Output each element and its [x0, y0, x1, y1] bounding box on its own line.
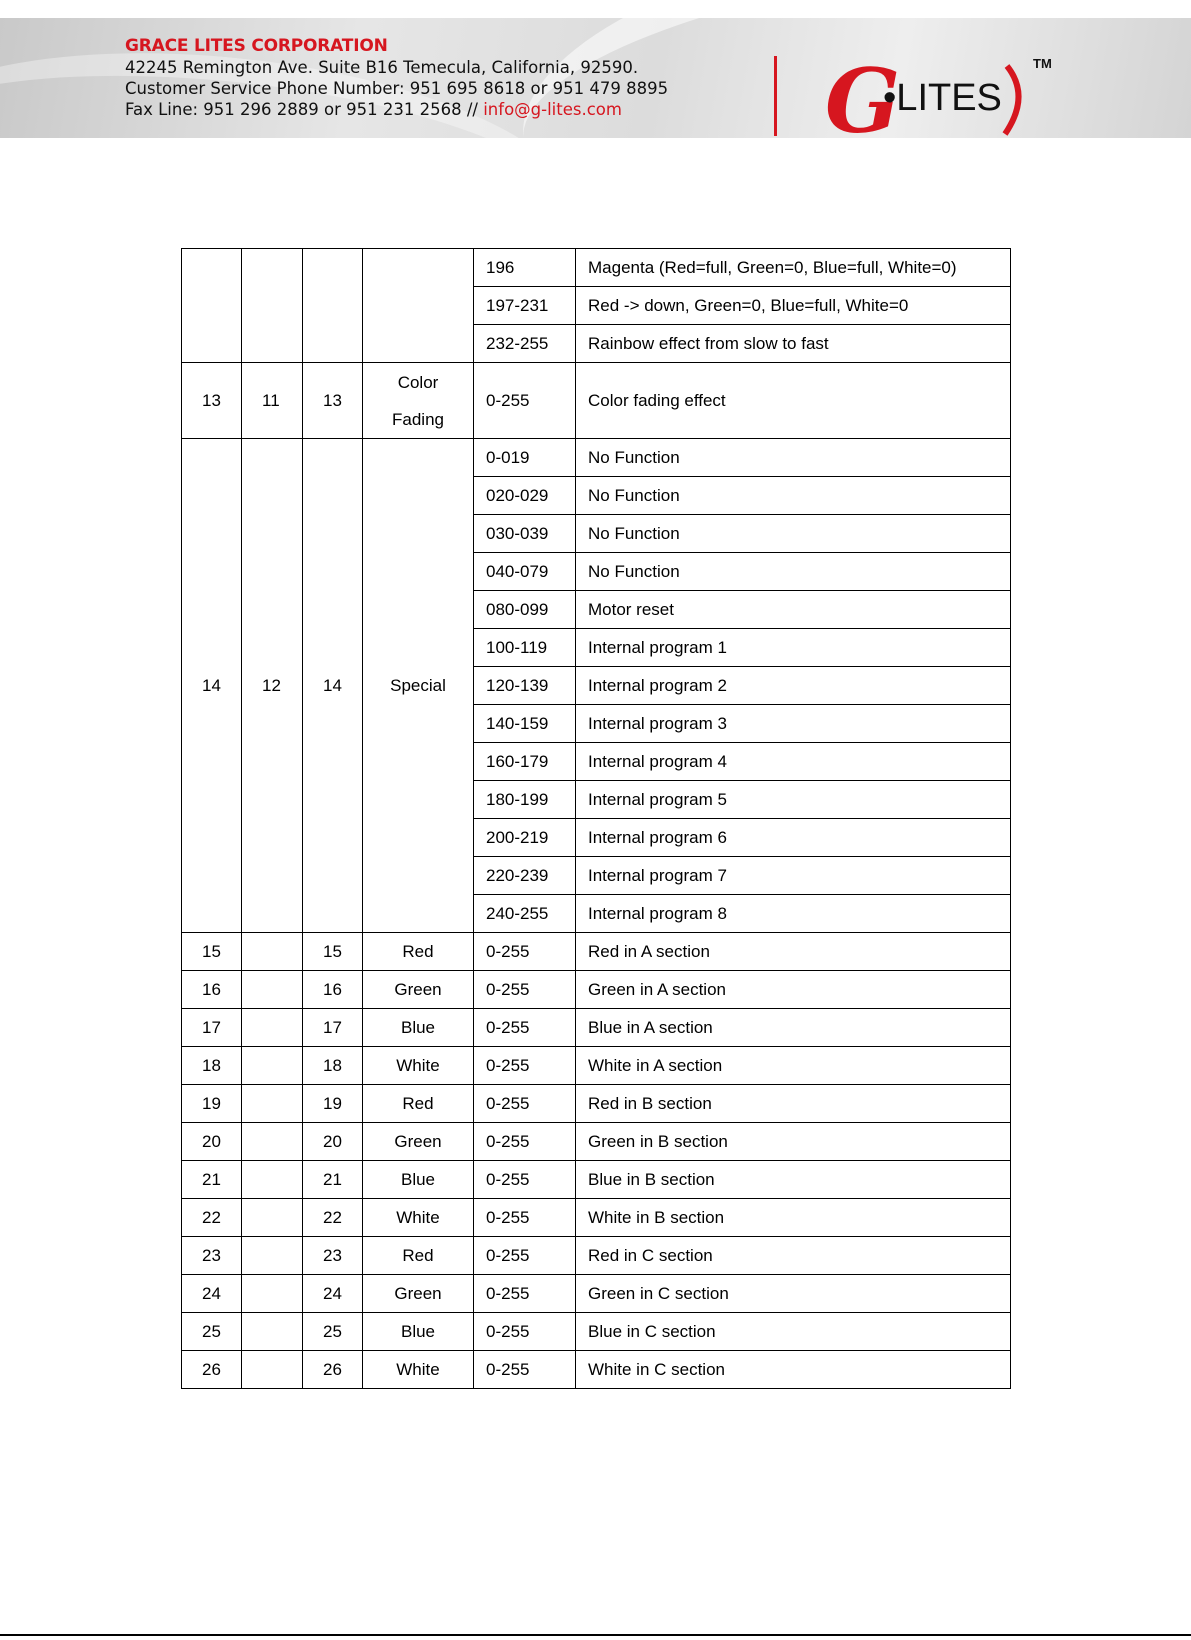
description-cell: Color fading effect	[576, 363, 1011, 439]
channel-cell: 23	[303, 1237, 363, 1275]
channel-cell: 16	[182, 971, 242, 1009]
value-cell: 0-255	[474, 1161, 576, 1199]
channel-cell: 25	[182, 1313, 242, 1351]
description-cell: Green in C section	[576, 1275, 1011, 1313]
function-cell: Special	[363, 439, 474, 933]
channel-cell: 25	[303, 1313, 363, 1351]
description-cell: Magenta (Red=full, Green=0, Blue=full, White=0)	[576, 249, 1011, 287]
value-cell: 0-255	[474, 1047, 576, 1085]
channel-cell: 23	[182, 1237, 242, 1275]
value-cell: 040-079	[474, 553, 576, 591]
value-cell: 197-231	[474, 287, 576, 325]
function-cell: Green	[363, 1123, 474, 1161]
channel-cell	[242, 1123, 303, 1161]
value-cell: 232-255	[474, 325, 576, 363]
channel-cell: 21	[182, 1161, 242, 1199]
channel-cell	[242, 249, 303, 363]
description-cell: No Function	[576, 515, 1011, 553]
channel-cell	[242, 1351, 303, 1389]
value-cell: 020-029	[474, 477, 576, 515]
header-divider	[774, 56, 777, 136]
table-row	[182, 1047, 1011, 1085]
company-email[interactable]: info@g-lites.com	[483, 100, 622, 119]
function-line: Fading	[392, 409, 444, 429]
function-cell: Red	[363, 933, 474, 971]
svg-text:G: G	[825, 49, 901, 148]
description-cell: White in B section	[576, 1199, 1011, 1237]
letterhead-banner	[0, 18, 1191, 148]
channel-cell: 11	[242, 363, 303, 439]
channel-cell: 17	[182, 1009, 242, 1047]
table-row	[182, 249, 1011, 287]
value-cell: 0-255	[474, 933, 576, 971]
value-cell: 100-119	[474, 629, 576, 667]
company-info	[125, 36, 668, 120]
channel-cell: 16	[303, 971, 363, 1009]
company-name: GRACE LITES CORPORATION	[125, 36, 388, 56]
channel-cell: 26	[303, 1351, 363, 1389]
channel-cell	[242, 933, 303, 971]
description-cell: No Function	[576, 439, 1011, 477]
value-cell: 0-255	[474, 1351, 576, 1389]
channel-cell	[242, 1275, 303, 1313]
svg-text:•LITES: •LITES	[883, 77, 1002, 119]
table-row	[182, 971, 1011, 1009]
table-row	[182, 1351, 1011, 1389]
table-row	[182, 1085, 1011, 1123]
channel-cell: 14	[303, 439, 363, 933]
description-cell: Internal program 3	[576, 705, 1011, 743]
function-cell	[363, 249, 474, 363]
description-cell: Green in B section	[576, 1123, 1011, 1161]
table-row	[182, 1313, 1011, 1351]
function-cell: Red	[363, 1085, 474, 1123]
value-cell: 220-239	[474, 857, 576, 895]
channel-cell	[242, 1085, 303, 1123]
description-cell: Red -> down, Green=0, Blue=full, White=0	[576, 287, 1011, 325]
function-cell: Green	[363, 1275, 474, 1313]
function-line: Color	[397, 372, 439, 392]
value-cell: 0-255	[474, 971, 576, 1009]
function-cell: Green	[363, 971, 474, 1009]
value-cell: 030-039	[474, 515, 576, 553]
table-row	[182, 1123, 1011, 1161]
value-cell: 0-255	[474, 1085, 576, 1123]
channel-cell: 17	[303, 1009, 363, 1047]
channel-cell: 22	[303, 1199, 363, 1237]
company-phone: Customer Service Phone Number: 951 695 8618 or 951 479 8895	[125, 79, 669, 98]
channel-cell	[242, 1237, 303, 1275]
trademark-mark: TM	[1033, 56, 1052, 71]
channel-cell: 19	[182, 1085, 242, 1123]
description-cell: Internal program 8	[576, 895, 1011, 933]
channel-cell	[242, 1161, 303, 1199]
channel-cell: 26	[182, 1351, 242, 1389]
channel-cell: 22	[182, 1199, 242, 1237]
channel-cell: 20	[303, 1123, 363, 1161]
value-cell: 0-255	[474, 1199, 576, 1237]
channel-cell: 24	[303, 1275, 363, 1313]
value-cell: 160-179	[474, 743, 576, 781]
description-cell: Motor reset	[576, 591, 1011, 629]
value-cell: 140-159	[474, 705, 576, 743]
description-cell: Internal program 4	[576, 743, 1011, 781]
table-row	[182, 363, 1011, 439]
channel-cell: 12	[242, 439, 303, 933]
description-cell: Internal program 6	[576, 819, 1011, 857]
channel-cell: 13	[182, 363, 242, 439]
channel-cell	[182, 249, 242, 363]
description-cell: No Function	[576, 477, 1011, 515]
description-cell: White in C section	[576, 1351, 1011, 1389]
function-cell: Blue	[363, 1313, 474, 1351]
description-cell: Internal program 2	[576, 667, 1011, 705]
description-cell: Red in B section	[576, 1085, 1011, 1123]
description-cell: No Function	[576, 553, 1011, 591]
value-cell: 0-019	[474, 439, 576, 477]
value-cell: 120-139	[474, 667, 576, 705]
channel-cell: 14	[182, 439, 242, 933]
company-logo	[825, 48, 1065, 148]
value-cell: 240-255	[474, 895, 576, 933]
function-cell: Red	[363, 1237, 474, 1275]
value-cell: 0-255	[474, 1123, 576, 1161]
channel-cell: 24	[182, 1275, 242, 1313]
description-cell: Internal program 5	[576, 781, 1011, 819]
value-cell: 200-219	[474, 819, 576, 857]
page-bottom-rule	[0, 1634, 1191, 1636]
description-cell: Blue in C section	[576, 1313, 1011, 1351]
description-cell: Red in C section	[576, 1237, 1011, 1275]
company-fax: Fax Line: 951 296 2889 or 951 231 2568 //	[125, 100, 478, 119]
description-cell: Rainbow effect from slow to fast	[576, 325, 1011, 363]
channel-cell	[303, 249, 363, 363]
table-row	[182, 1237, 1011, 1275]
dmx-channel-table	[181, 248, 1011, 1389]
value-cell: 0-255	[474, 1313, 576, 1351]
value-cell: 0-255	[474, 1009, 576, 1047]
channel-cell	[242, 1047, 303, 1085]
description-cell: Internal program 7	[576, 857, 1011, 895]
table-row	[182, 1199, 1011, 1237]
channel-cell: 20	[182, 1123, 242, 1161]
function-cell: Blue	[363, 1161, 474, 1199]
function-cell	[363, 363, 474, 439]
table-row	[182, 1275, 1011, 1313]
function-cell: White	[363, 1047, 474, 1085]
value-cell: 0-255	[474, 363, 576, 439]
company-address: 42245 Remington Ave. Suite B16 Temecula, California, 92590.	[125, 58, 639, 77]
description-cell: Green in A section	[576, 971, 1011, 1009]
channel-cell: 19	[303, 1085, 363, 1123]
channel-cell: 21	[303, 1161, 363, 1199]
description-cell: White in A section	[576, 1047, 1011, 1085]
channel-cell: 15	[182, 933, 242, 971]
function-cell: Blue	[363, 1009, 474, 1047]
value-cell: 180-199	[474, 781, 576, 819]
description-cell: Blue in B section	[576, 1161, 1011, 1199]
description-cell: Internal program 1	[576, 629, 1011, 667]
value-cell: 080-099	[474, 591, 576, 629]
channel-cell: 15	[303, 933, 363, 971]
channel-cell	[242, 1199, 303, 1237]
channel-cell: 18	[303, 1047, 363, 1085]
channel-cell	[242, 1009, 303, 1047]
table-row	[182, 439, 1011, 477]
function-cell: White	[363, 1351, 474, 1389]
description-cell: Red in A section	[576, 933, 1011, 971]
value-cell: 196	[474, 249, 576, 287]
channel-cell: 18	[182, 1047, 242, 1085]
table-row	[182, 1009, 1011, 1047]
table-row	[182, 933, 1011, 971]
channel-cell	[242, 971, 303, 1009]
value-cell: 0-255	[474, 1237, 576, 1275]
channel-cell: 13	[303, 363, 363, 439]
value-cell: 0-255	[474, 1275, 576, 1313]
table-row	[182, 1161, 1011, 1199]
function-cell: White	[363, 1199, 474, 1237]
description-cell: Blue in A section	[576, 1009, 1011, 1047]
company-fax-line	[125, 99, 668, 120]
channel-cell	[242, 1313, 303, 1351]
